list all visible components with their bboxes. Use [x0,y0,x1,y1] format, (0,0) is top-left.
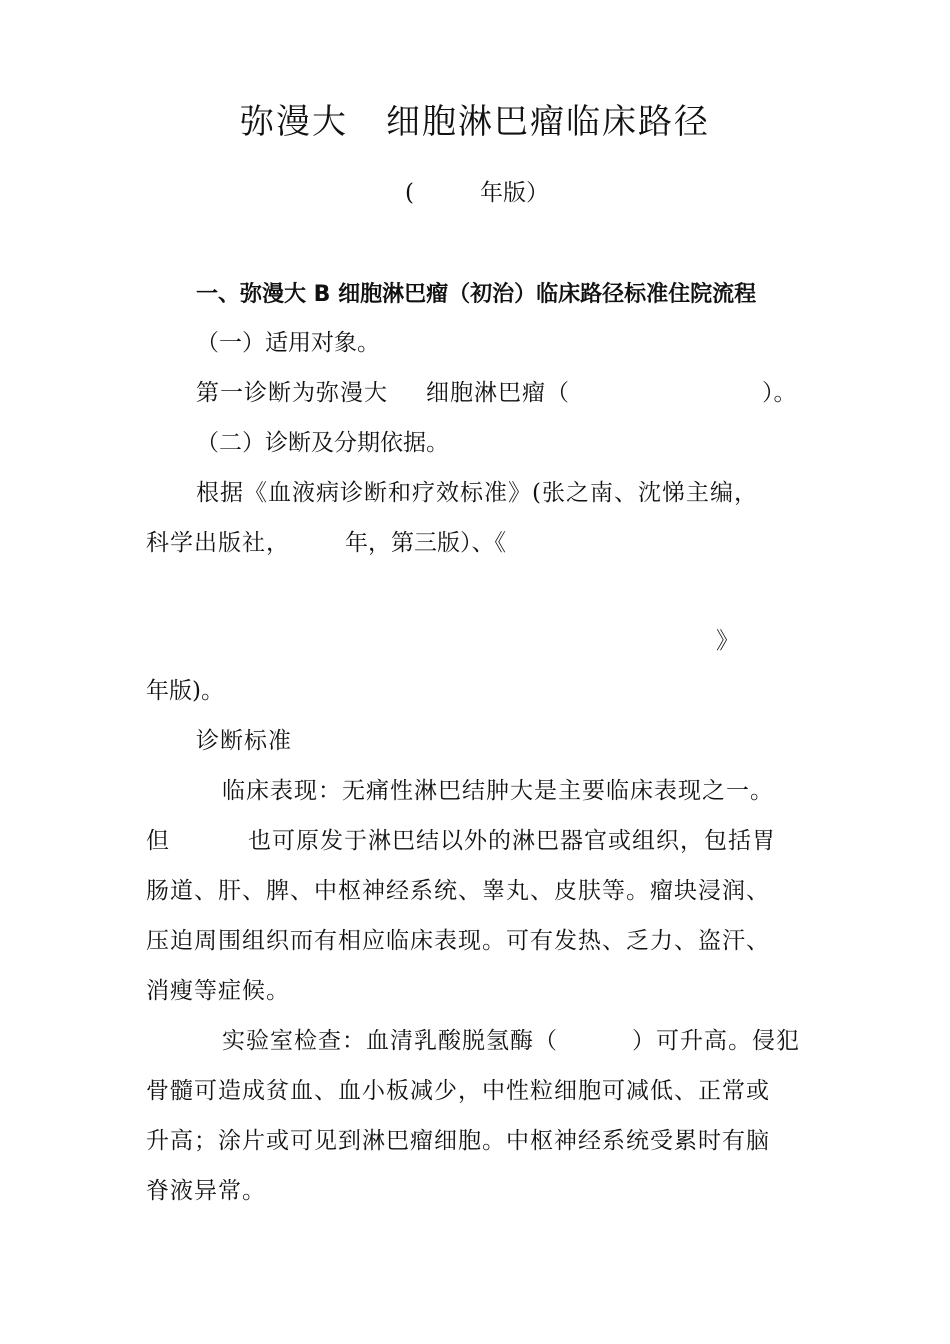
clinical-line-5: 消瘦等症候。 [146,978,290,1004]
basis-line-1: 根据《血液病诊断和疗效标准》(张之南、沈悌主编， [196,480,758,506]
diagnosis-standard-heading: 诊断标准 [196,728,292,754]
title-part-1: 弥漫大 [240,102,348,142]
subtitle-edition: 年版） [480,180,549,206]
document-title [0,100,950,144]
subtitle-open-paren: ( [405,180,414,206]
lab-line-3: 升高；涂片或可见到淋巴瘤细胞。中枢神经系统受累时有脑 [146,1128,770,1154]
clinical-line-2b: 也可原发于淋巴结以外的淋巴器官或组织，包括胃 [248,828,776,854]
basis-line-4: 年版)。 [146,678,224,704]
diagnosis-line-a: 第一诊断为弥漫大 [196,380,388,406]
subsection-heading-diagnosis: （二）诊断及分期依据。 [196,430,449,456]
lab-line-4: 脊液异常。 [146,1178,266,1204]
subsection-heading-applicable: （一）适用对象。 [196,330,380,356]
diagnosis-line-b: 细胞淋巴瘤（ [426,380,570,406]
basis-line-2a: 科学出版社， [146,530,290,556]
lab-line-2: 骨髓可造成贫血、血小板减少，中性粒细胞可减低、正常或 [146,1078,770,1104]
clinical-line-1: 临床表现：无痛性淋巴结肿大是主要临床表现之一。 [222,778,774,804]
title-part-2: 细胞淋巴瘤临床路径 [386,102,710,142]
clinical-line-4: 压迫周围组织而有相应临床表现。可有发热、乏力、盗汗、 [146,928,770,954]
lab-line-1a: 实验室检查：血清乳酸脱氢酶（ [222,1028,558,1054]
lab-line-1b: ）可升高。侵犯 [632,1028,800,1054]
diagnosis-line-c: ）。 [762,380,797,406]
section-heading-1: 一、弥漫大 B 细胞淋巴瘤（初治）临床路径标准住院流程 [196,282,757,307]
basis-line-2b: 年，第三版）、《 [345,530,506,556]
clinical-line-2a: 但 [146,828,169,854]
basis-line-3: 》 [716,628,739,654]
clinical-line-3: 肠道、肝、脾、中枢神经系统、睾丸、皮肤等。瘤块浸润、 [146,878,770,904]
